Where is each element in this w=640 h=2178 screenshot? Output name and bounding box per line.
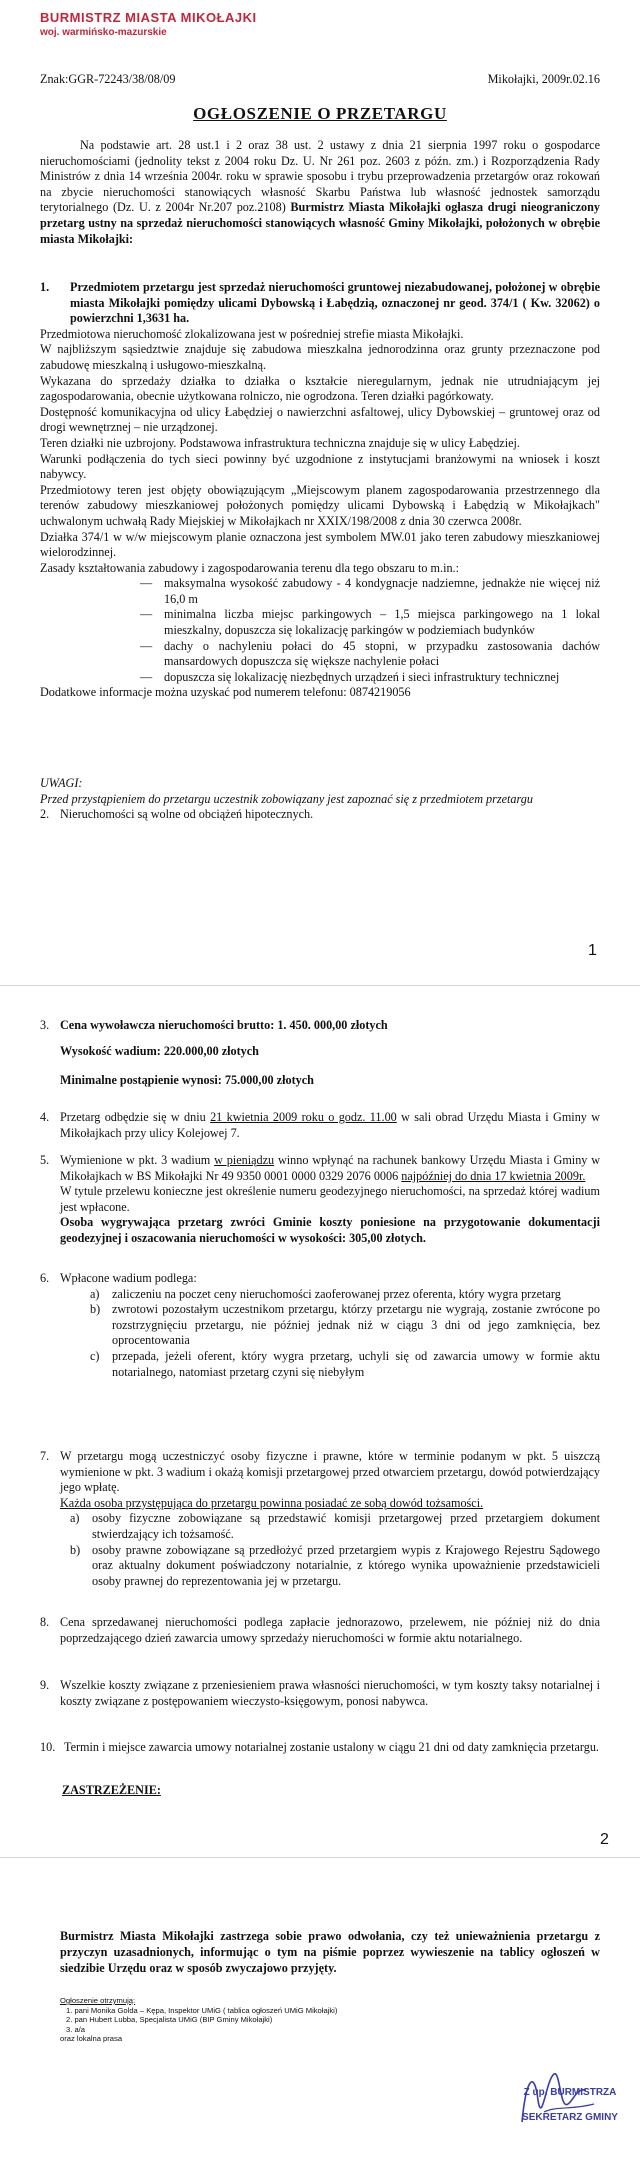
item-10-text: Termin i miejsce zawarcia umowy notarialnej zostanie ustalony w ciągu 21 dni od daty zamknięcia przetargu. [64,1740,599,1754]
list-item: a) osoby fizyczne zobowiązane są przedstawić komisji przetargowej przed przetargiem dokument stwierdzający ich tożsamość. [70,1511,600,1541]
signature-line-2: SEKRETARZ GMINY [522,2112,618,2123]
signature-line-1: Z up. BURMISTRZA [523,2087,617,2098]
item-9-text: Wszelkie koszty związane z przeniesieniem prawa własności nieruchomości, w tym koszty taksy notarialnej i koszty związane z postępowaniem wieczysto-księgowym, ponosi nabywca. [60,1678,600,1708]
item-7-lead: W przetargu mogą uczestniczyć osoby fizyczne i prawne, które w terminie podanym w pkt. 5 uiszczą wymienione w pkt. 3 wadium i okażą komisji przetargowej przed otwarciem przetargu, dowód potwierdzający jego wpłatę. [60,1449,600,1495]
item-1-para: Działka 374/1 w w/w miejscowym planie oznaczona jest symbolem MW.01 jako teren zabudowy mieszkaniowej wielorodzinnej. [40,529,600,560]
notes-label: UWAGI: [40,776,83,790]
zoning-rule: — dopuszcza się lokalizację niezbędnych urządzeń i sieci infrastruktury technicznej [150,670,600,686]
auction-date: 21 kwietnia 2009 roku o godz. 11.00 [210,1110,397,1124]
contact-info: Dodatkowe informacje można uzyskać pod numerem telefonu: 0874219056 [40,685,411,700]
page-1 [0,0,640,959]
office-stamp [40,10,257,38]
zoning-rule: — minimalna liczba miejsc parkingowych – 1,5 miejsca parkingowego na 1 lokal mieszkalny, dopuszcza się lokalizację parkingów w podziemiach budynków [150,607,600,638]
item-6-lead: Wpłacone wadium podlega: [60,1271,197,1285]
item-4-text-a: Przetarg odbędzie się w dniu [60,1110,206,1124]
item-1-heading: Przedmiotem przetargu jest sprzedaż nieruchomości gruntowej niezabudowanej, położonej w obrębie miasta Mikołajki pomiędzy ulicami Dybowską i Łabędzią, oznaczonej nr geod. 374/1 ( Kw. 32062) o powierzchni 1,3631 ha. [70,280,600,326]
item-1-para: Przedmiotowy teren jest objęty obowiązującym „Miejscowym planem zagospodarowania przestrzennego dla terenów zabudowy mieszkaniowej położonych pomiędzy ulicami Dybowską i Łabędzią w Mikołajkach" uchwalonym uchwałą Rady Miejskiej w Mikołajkach nr XXIX/198/2008 z dnia 30 czerwca 2008r. [40,482,600,528]
item-1-para: Dostępność komunikacyjna od ulicy Łabędziej o nawierzchni asfaltowej, ulicy Dybowskiej – gruntowej oraz od drogi wewnętrznej – nie urządzonej. [40,404,600,435]
notes-text: Przed przystąpieniem do przetargu uczestnik zobowiązany jest zapoznać się z przedmiotem przetargu [40,791,533,806]
item-5-money: w pieniądzu [214,1153,275,1167]
page-number: 1 [588,942,597,959]
document-title: OGŁOSZENIE O PRZETARGU [193,104,447,123]
list-item: c) przepada, jeżeli oferent, który wygra przetarg, uchyli się od zawarcia umowy w formie aktu notarialnego, natomiast przetarg czyni się niebyłym [90,1348,600,1379]
page-separator [0,1857,640,1858]
document-date: Mikołajki, 2009r.02.16 [487,72,600,86]
item-7-number: 7. [40,1449,50,1463]
zoning-rules-list [150,576,600,685]
item-1 [40,280,600,701]
item-5-cost-note: Osoba wygrywająca przetarg zwróci Gminie koszty poniesione na przygotowanie dokumentacji geodezyjnej i oszacowania nieruchomości w wysokości: 305,00 złotych. [60,1215,600,1245]
intro-plain: Na podstawie art. 28 ust.1 i 2 oraz 38 ust. 2 ustawy z dnia 21 sierpnia 1997 roku o gospodarce nieruchomościami (jednolity tekst z 2004 roku Dz. U. Nr 261 poz. 2603 z późn. zm.) i Rozporządzenia Rady Ministrów z dnia 14 września 2004r. roku w sprawie sposobu i trybu przeprowadzenia przetargów oraz rokowań na zbycie nieruchomości stanowiących własność Skarbu Państwa lub własność jednostek samorządu terytorialnego (Dz. U. z 2004r Nr.207 poz.2108) [40,138,600,215]
item-1-para: Wykazana do sprzedaży działka to działka o kształcie nieregularnym, jednak nie utrudniającym jej zagospodarowania, obecnie użytkowana rolniczo, nie ogrodzona. Teren działki pagórkowaty. [40,373,600,404]
item-1-para: Teren działki nie uzbrojony. Podstawowa infrastruktura techniczna znajduje się w ulicy Łabędziej. [40,435,520,450]
item-10-number: 10. [40,1740,56,1754]
asking-price: Cena wywoławcza nieruchomości brutto: 1. 450. 000,00 złotych [60,1018,388,1032]
list-item: b) osoby prawne zobowiązane są przedłożyć przed przetargiem wypis z Krajowego Rejestru Sądowego oraz aktualny dokument poświadczony notarialnie, z którego wynika upoważnienie przedstawicieli osoby prawnej do reprezentowania jej w przetargu. [70,1542,600,1588]
zoning-rule: — dachy o nachyleniu połaci do 45 stopni, w przypadku zastosowania dachów mansardowych dopuszcza się większe nachylenie połaci [150,639,600,670]
intro-paragraph [40,138,600,247]
item-8-number: 8. [40,1615,50,1629]
stamp-line-2: woj. warmińsko-mazurskie [40,27,167,38]
reference-number: Znak:GGR-72243/38/08/09 [40,72,176,86]
list-item: a) zaliczeniu na poczet ceny nieruchomości zaoferowanej przez oferenta, który wygra przetarg [90,1286,561,1301]
page-2 [0,1003,640,1848]
item-4-text-b: w sali obrad Urzędu Miasta i Gminy w Mikołajkach przy ulicy Kolejowej 7. [60,1110,601,1140]
intro-bold: Burmistrz Miasta Mikołajki ogłasza drugi nieograniczony przetarg ustny na sprzedaż nieruchomości stanowiących własność Gminy Mikołajki, położonych w obrębie miasta Mikołajki: [40,200,600,246]
item-5-number: 5. [40,1153,50,1167]
item-3-number: 3. [40,1018,50,1032]
item-7 [40,1449,600,1589]
item-9 [40,1678,600,1709]
recipients-block [60,1996,390,2044]
identity-requirement: Każda osoba przystępująca do przetargu powinna posiadać ze sobą dowód tożsamości. [60,1495,484,1510]
recipients-extra: oraz lokalna prasa [60,2034,123,2044]
reservation-title: ZASTRZEŻENIE: [62,1783,161,1797]
reservation-text: Burmistrz Miasta Mikołajki zastrzega sobie prawo odwołania, czy też unieważnienia przetargu z przyczyn uzasadnionych, informując o tym na piśmie poprzez wywieszenie na tablicy ogłoszeń w siedzibie Urzędu oraz w sposób zwyczajowo przyjęty. [60,1929,600,1975]
item-2-number: 2. [40,807,50,822]
item-2-text: Nieruchomości są wolne od obciążeń hipotecznych. [60,807,314,822]
item-10 [40,1740,600,1756]
item-1-para: W najbliższym sąsiedztwie znajduje się zabudowa mieszkalna jednorodzinna oraz grunty przeznaczone pod zabudowę mieszkalną i usługowo-mieszkalną. [40,342,600,372]
deposit-deadline: najpóźniej do dnia 17 kwietnia 2009r. [401,1168,586,1183]
item-9-number: 9. [40,1678,50,1692]
recipient-item: 1. pani Monika Golda – Kępa, Inspektor UMiG ( tablica ogłoszeń UMiG Mikołajki) [66,2005,338,2015]
official-signature-stamp [510,2086,630,2124]
item-6-number: 6. [40,1271,50,1285]
page-number: 2 [600,1831,609,1848]
recipient-item: 3. a/a [66,2024,85,2034]
item-3 [40,1018,600,1089]
recipients-title: Ogłoszenie otrzymują: [60,1996,136,2005]
item-8-text: Cena sprzedawanej nieruchomości podlega zapłacie jednorazowo, przelewem, nie później niż do dnia poprzedzającego dzień zawarcia umowy sprzedaży nieruchomości w formie aktu notarialnego. [60,1615,600,1645]
deposit-amount: Wysokość wadium: 220.000,00 złotych [60,1043,259,1058]
list-item: b) zwrotowi pozostałym uczestnikom przetargu, którzy przetargu nie wygrają, zostanie zwrócone po rozstrzygnięciu przetargu, nie później jednak niż w ciągu 3 dni od jego zamknięcia, bez oprocentowania [90,1302,600,1348]
item-4 [40,1110,600,1141]
page-separator [0,985,640,986]
item-1-para: Warunki podłączenia do tych sieci powinny być uzgodnione z instytucjami branżowymi na wniosek i koszt nabywcy. [40,451,600,482]
minimum-increment: Minimalne postąpienie wynosi: 75.000,00 złotych [60,1073,314,1088]
item-8 [40,1615,600,1646]
item-6 [40,1271,600,1380]
zoning-rule: — maksymalna wysokość zabudowy - 4 kondygnacje nadziemne, jednakże nie więcej niż 16,0 m [150,576,600,607]
item-1-number: 1. [40,280,50,294]
item-5 [40,1153,600,1247]
item-5-text-c: W tytule przelewu konieczne jest określenie numeru geodezyjnego nieruchomości, na sprzedaż której wadium jest wpłacone. [60,1184,600,1214]
item-1-para: Zasady kształtowania zabudowy i zagospodarowania terenu dla tego obszaru to m.in.: [40,560,459,575]
recipient-item: 2. pan Hubert Lubba, Specjalista UMiG (BIP Gminy Mikołajki) [66,2015,273,2025]
item-5-text-a: Wymienione w pkt. 3 wadium [60,1153,211,1167]
notes-block [40,776,600,823]
item-5-text-b: winno wpłynąć na rachunek bankowy Urzędu Miasta i Gminy w Mikołajkach w BS Mikołajki Nr 49 9350 0001 0000 0329 2076 0006 [60,1153,601,1183]
item-4-number: 4. [40,1110,50,1124]
item-1-para: Przedmiotowa nieruchomość zlokalizowana jest w pośredniej strefie miasta Mikołajki. [40,326,464,341]
stamp-line-1: BURMISTRZ MIASTA MIKOŁAJKI [40,10,257,25]
